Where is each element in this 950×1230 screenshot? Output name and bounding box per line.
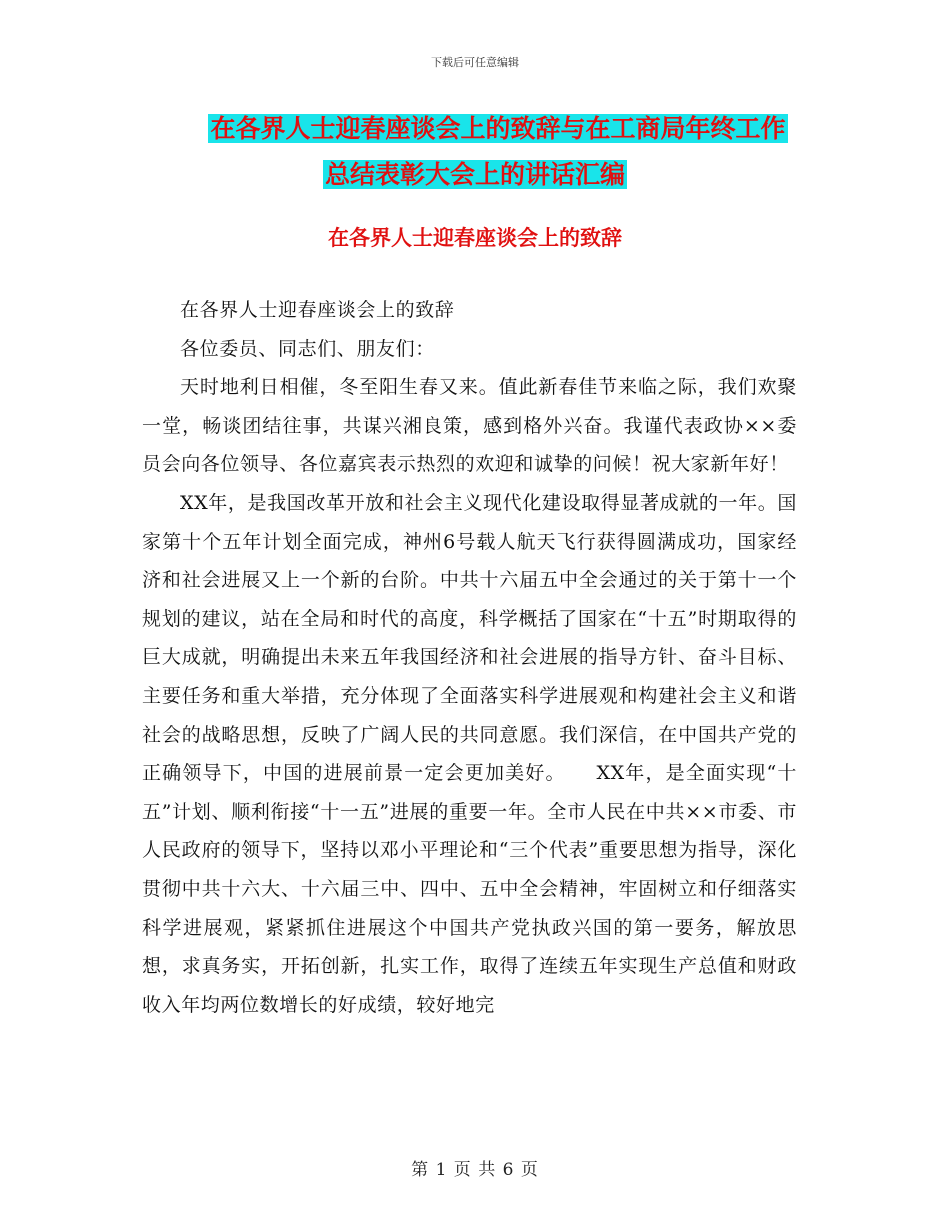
paragraph-review: XX年，是我国改革开放和社会主义现代化建设取得显著成就的一年。国家第十个五年计划全面完成，神州6号载人航天飞行获得圆满成功，国家经济和社会进展又上一个新的台阶。中共十六届五中全会通过的关于第十一个规划的建议，站在全局和时代的高度，科学概括了国家在“十五”时期取得的巨大成就，明确提出未来五年我国经济和社会进展的指导方针、奋斗目标、主要任务和重大举措，充分体现了全面落实科学进展观和构建社会主义和谐社会的战略思想，反映了广阔人民的共同意愿。我们深信，在中国共产党的正确领导下，中国的进展前景一定会更加美好。 XX年，是全面实现“十五”计划、顺利衔接“十一五”进展的重要一年。全市人民在中共××市委、市人民政府的领导下，坚持以邓小平理论和“三个代表”重要思想为指导，深化贯彻中共十六大、十六届三中、四中、五中全会精神，牢固树立和仔细落实科学进展观，紧紧抓住进展这个中国共产党执政兴国的第一要务，解放思想，求真务实，开拓创新，扎实工作，取得了连续五年实现生产总值和财政收入年均两位数增长的好成绩，较好地完 <box>142 491 797 1016</box>
paragraph-salutation: 各位委员、同志们、朋友们： <box>180 337 435 360</box>
document-title-line-2 <box>0 158 950 192</box>
paragraph-subtitle: 在各界人士迎春座谈会上的致辞 <box>180 299 455 321</box>
paragraph-greeting: 天时地利日相催，冬至阳生春又来。值此新春佳节来临之际，我们欢聚一堂，畅谈团结往事，共谋兴湘良策，感到格外兴奋。我谨代表政协××委员会向各位领导、各位嘉宾表示热烈的欢迎和诚挚的问候！祝大家新年好！ <box>142 376 797 476</box>
section-title: 在各界人士迎春座谈会上的致辞 <box>328 226 622 250</box>
document-body <box>142 291 797 1024</box>
header-note: 下载后可任意编辑 <box>431 56 519 69</box>
title-highlight-2: 总结表彰大会上的讲话汇编 <box>324 160 625 189</box>
page-footer: 第 1 页 共 6 页 <box>411 1160 539 1180</box>
document-title-line-1 <box>0 112 950 146</box>
title-highlight-1: 在各界人士迎春座谈会上的致辞与在工商局年终工作 <box>210 114 786 143</box>
